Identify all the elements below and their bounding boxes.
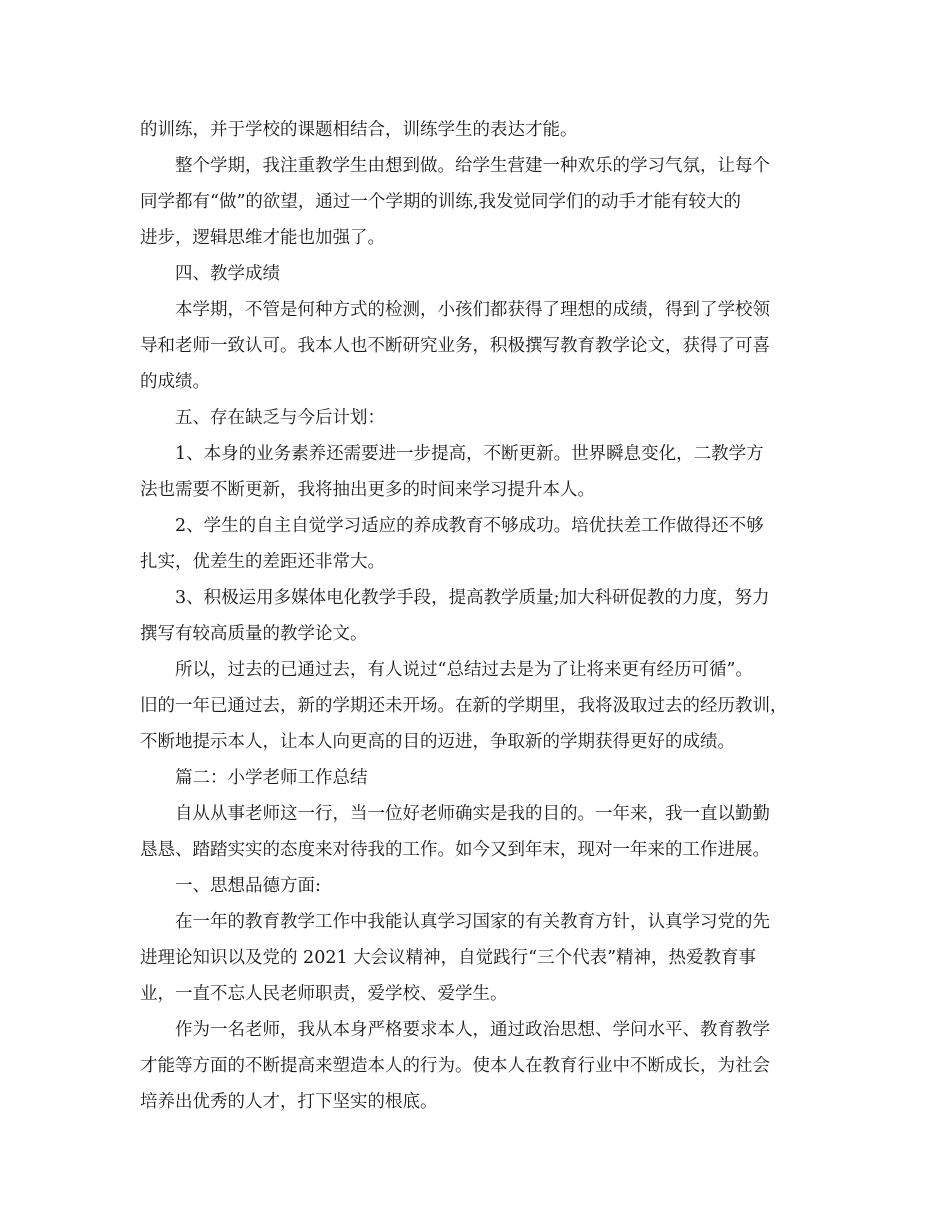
text-line: 的训练，并于学校的课题相结合，训练学生的表达才能。 — [140, 120, 578, 140]
text-line: 整个学期，我注重教学生由想到做。给学生营建一种欢乐的学习气氛，让每个 — [175, 156, 770, 176]
section-heading: 五、存在缺乏与今后计划： — [175, 408, 385, 428]
section-heading: 一、思想品德方面: — [175, 876, 321, 896]
text-line: 不断地提示本人，让本人向更高的目的迈进，争取新的学期获得更好的成绩。 — [140, 732, 735, 752]
text-line: 撰写有较高质量的教学论文。 — [140, 624, 368, 644]
text-line: 进理论知识以及党的 2021 大会议精神，自觉践行“三个代表”精神，热爱教育事 — [140, 948, 757, 968]
text-line: 本学期，不管是何种方式的检测，小孩们都获得了理想的成绩，得到了学校领 — [175, 300, 770, 320]
text-line: 旧的一年已通过去，新的学期还未开场。在新的学期里，我将汲取过去的经历教训， — [140, 696, 788, 716]
section-heading: 篇二：小学老师工作总结 — [175, 768, 368, 788]
section-heading: 四、教学成绩 — [175, 264, 280, 284]
text-line: 导和老师一致认可。我本人也不断研究业务，积极撰写教育教学论文，获得了可喜 — [140, 336, 770, 356]
text-line: 所以，过去的已通过去，有人说过“总结过去是为了让将来更有经历可循”。 — [175, 660, 753, 680]
text-line: 1、本身的业务素养还需要进一步提高，不断更新。世界瞬息变化，二教学方 — [175, 444, 764, 464]
text-line: 的成绩。 — [140, 372, 210, 392]
text-line: 自从从事老师这一行，当一位好老师确实是我的目的。一年来，我一直以勤勤 — [175, 804, 770, 824]
text-line: 3、积极运用多媒体电化教学手段，提高教学质量;加大科研促教的力度，努力 — [175, 588, 770, 608]
text-line: 才能等方面的不断提高来塑造本人的行为。使本人在教育行业中不断成长，为社会 — [140, 1056, 770, 1076]
text-line: 法也需要不断更新，我将抽出更多的时间来学习提升本人。 — [140, 480, 595, 500]
text-line: 培养出优秀的人才，打下坚实的根底。 — [140, 1092, 438, 1112]
text-line: 在一年的教育教学工作中我能认真学习国家的有关教育方针，认真学习党的先 — [175, 912, 770, 932]
text-line: 作为一名老师，我从本身严格要求本人，通过政治思想、学问水平、教育教学 — [175, 1020, 770, 1040]
text-line: 业，一直不忘人民老师职责，爱学校、爱学生。 — [140, 984, 508, 1004]
text-line: 同学都有“做”的欲望，通过一个学期的训练,我发觉同学们的动手才能有较大的 — [140, 192, 741, 212]
text-line: 进步，逻辑思维才能也加强了。 — [140, 228, 385, 248]
text-line: 2、学生的自主自觉学习适应的养成教育不够成功。培优扶差工作做得还不够 — [175, 516, 764, 536]
text-line: 扎实，优差生的差距还非常大。 — [140, 552, 385, 572]
text-line: 恳恳、踏踏实实的态度来对待我的工作。如今又到年末，现对一年来的工作进展。 — [140, 840, 770, 860]
document-body — [140, 112, 815, 1120]
